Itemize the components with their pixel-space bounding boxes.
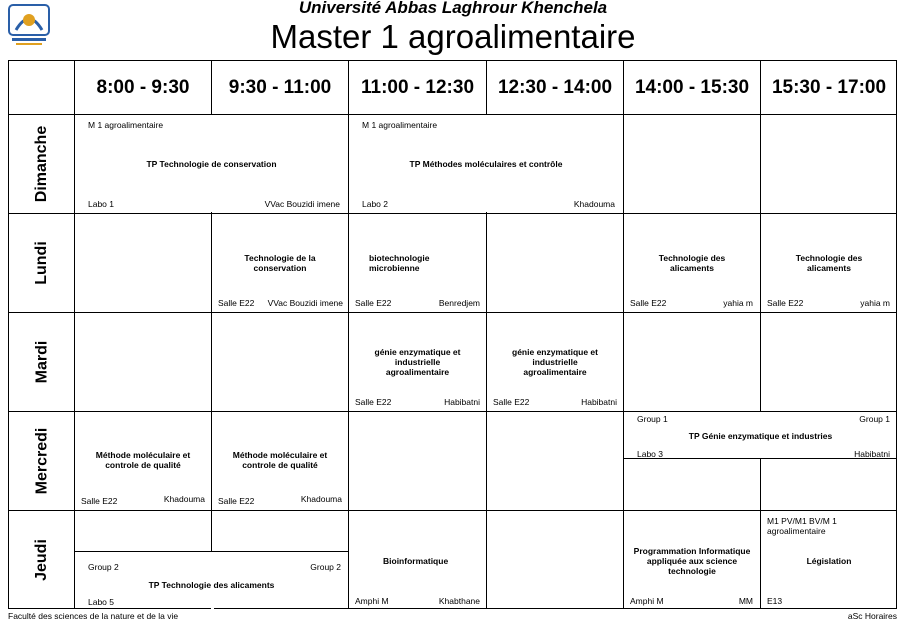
class-cell[interactable]: [349, 214, 486, 312]
subject-label: Technologie de la conservation: [244, 253, 316, 273]
subject-label: Technologie des alicaments: [658, 253, 726, 273]
room-label: Salle E22: [355, 298, 392, 308]
faculty-footer: Faculté des sciences de la nature et de la vie: [8, 611, 179, 621]
period-header: 9:30 - 11:00: [228, 77, 332, 98]
subject-label: Méthode moléculaire et controle de qualité: [232, 450, 328, 470]
room-label: Salle E22: [630, 298, 667, 308]
subject-label: Programmation Informatique appliquée aux science technologie: [633, 546, 751, 576]
period-header: 14:00 - 15:30: [634, 77, 750, 98]
subject-label: Méthode moléculaire et controle de qualité: [95, 450, 191, 470]
teacher-label: Benredjem: [438, 298, 480, 308]
group-label: Group 2: [88, 562, 119, 572]
teacher-label: Khadouma: [300, 494, 342, 504]
teacher-label: Habibatni: [444, 397, 480, 407]
room-label: Labo 5: [88, 597, 114, 607]
class-cell[interactable]: [75, 115, 348, 213]
day-label: Dimanche: [33, 125, 50, 203]
subject-label: TP Technologie de conservation: [146, 159, 277, 169]
class-cell[interactable]: [349, 313, 486, 411]
group-label: M1 PV/M1 BV/M 1 agroalimentaire: [767, 516, 837, 536]
period-header: 15:30 - 17:00: [771, 77, 887, 98]
group-label: Group 1: [637, 414, 668, 424]
page-title: Master 1 agroalimentaire: [270, 18, 636, 55]
class-cell[interactable]: [212, 214, 348, 312]
class-cell[interactable]: [761, 511, 897, 609]
teacher-label: yahia m: [860, 298, 890, 308]
group-label: M 1 agroalimentaire: [88, 120, 164, 130]
class-cell[interactable]: [487, 313, 623, 411]
room-label: E13: [767, 596, 783, 606]
teacher-label: Khadouma: [573, 199, 615, 209]
class-cell[interactable]: [212, 412, 348, 510]
room-label: Salle E22: [81, 496, 118, 506]
class-cell[interactable]: [75, 412, 211, 510]
room-label: Salle E22: [493, 397, 530, 407]
teacher-label: VVac Bouzidi imene: [267, 298, 343, 308]
teacher-label: VVac Bouzidi imene: [264, 199, 340, 209]
class-cell[interactable]: [624, 412, 897, 458]
day-label: Mercredi: [33, 427, 51, 495]
subject-label: Technologie des alicaments: [795, 253, 863, 273]
teacher-label: Habibatni: [854, 449, 890, 459]
room-label: Salle E22: [355, 397, 392, 407]
subject-label: TP Technologie des alicaments: [148, 580, 275, 590]
subject-label: biotechnologie microbienne: [369, 253, 430, 273]
room-label: Amphi M: [355, 596, 389, 606]
group-label: Group 2: [310, 562, 341, 572]
timetable-grid: [8, 60, 897, 609]
teacher-label: MM: [738, 596, 753, 606]
teacher-label: Khabthane: [438, 596, 480, 606]
period-header: 11:00 - 12:30: [360, 77, 475, 98]
class-cell[interactable]: [349, 115, 623, 213]
room-label: Amphi M: [630, 596, 664, 606]
teacher-label: Habibatni: [581, 397, 617, 407]
subject-label: TP Méthodes moléculaires et contrôle: [409, 159, 563, 169]
class-cell[interactable]: [349, 511, 486, 609]
class-cell[interactable]: [761, 214, 897, 312]
subject-label: génie enzymatique et industrielle agroalimentaire: [374, 347, 461, 377]
room-label: Salle E22: [767, 298, 804, 308]
period-header: 12:30 - 14:00: [497, 77, 613, 98]
subject-label: génie enzymatique et industrielle agroalimentaire: [512, 347, 598, 377]
day-label: Mardi: [32, 340, 50, 384]
software-footer: aSc Horaires: [847, 611, 897, 621]
class-cell[interactable]: [624, 511, 760, 609]
class-cell[interactable]: [75, 552, 348, 609]
period-header: 8:00 - 9:30: [96, 77, 190, 98]
room-label: Labo 1: [88, 199, 114, 209]
teacher-label: yahia m: [723, 298, 753, 308]
subject-label: Bioinformatique: [383, 556, 449, 566]
room-label: Salle E22: [218, 496, 255, 506]
subject-label: Législation: [806, 556, 852, 566]
group-label: Group 1: [859, 414, 890, 424]
group-label: M 1 agroalimentaire: [362, 120, 438, 130]
room-label: Labo 2: [362, 199, 388, 209]
room-label: Labo 3: [637, 449, 663, 459]
room-label: Salle E22: [218, 298, 255, 308]
class-cell[interactable]: [624, 214, 760, 312]
day-label: Jeudi: [32, 539, 50, 581]
university-name: Université Abbas Laghrour Khenchela: [298, 0, 608, 17]
teacher-label: Khadouma: [163, 494, 205, 504]
day-label: Lundi: [32, 241, 50, 285]
subject-label: TP Génie enzymatique et industries: [688, 431, 833, 441]
